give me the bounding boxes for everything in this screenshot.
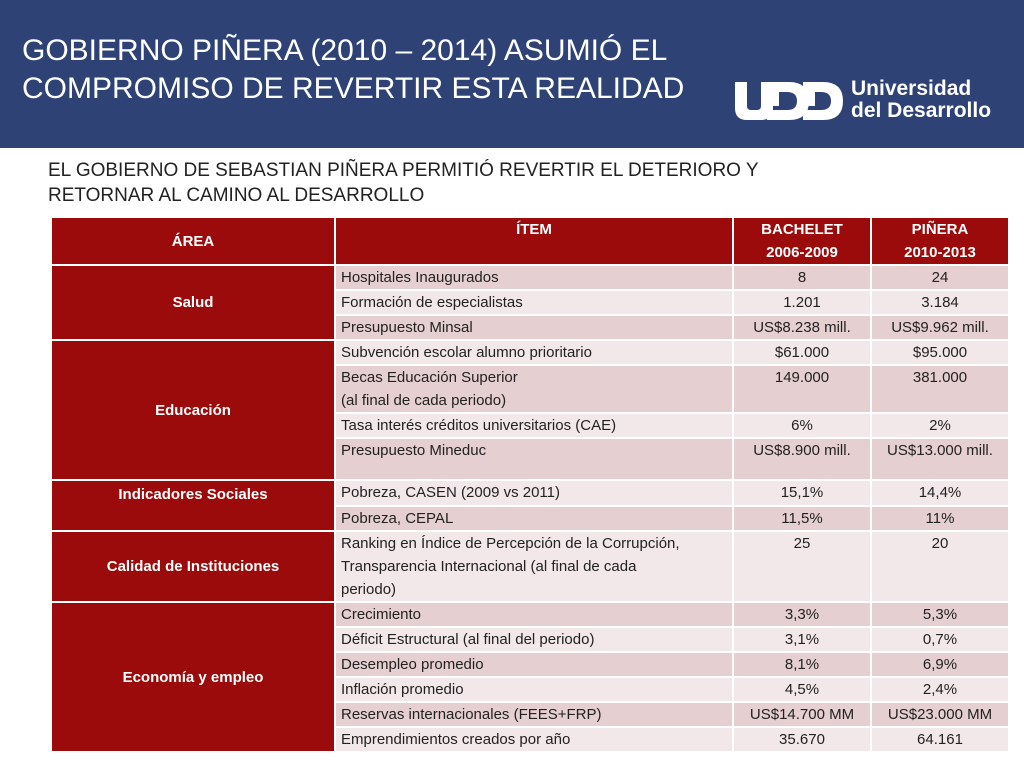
item-cell: Inflación promedio: [335, 677, 733, 702]
header-item: ÍTEM: [335, 217, 733, 265]
item-cell: Reservas internacionales (FEES+FRP): [335, 702, 733, 727]
bachelet-value: 8,1%: [733, 652, 871, 677]
pinera-value: 14,4%: [871, 480, 1009, 506]
header-area: ÁREA: [51, 217, 335, 265]
bachelet-value: 3,1%: [733, 627, 871, 652]
title-line-1: GOBIERNO PIÑERA (2010 – 2014) ASUMIÓ EL: [22, 34, 668, 67]
udd-logo-mark-icon: [733, 78, 845, 122]
bachelet-value: $61.000: [733, 340, 871, 365]
slide-subtitle: [48, 158, 948, 208]
title-line-2: COMPROMISO DE REVERTIR ESTA REALIDAD: [22, 72, 685, 105]
item-line-3: periodo): [341, 581, 397, 598]
table-row: [51, 265, 1009, 290]
item-cell: Pobreza, CEPAL: [335, 506, 733, 531]
pinera-value: 381.000: [871, 365, 1009, 413]
bachelet-value: 15,1%: [733, 480, 871, 506]
area-educacion: Educación: [51, 340, 335, 480]
item-cell: Presupuesto Minsal: [335, 315, 733, 340]
subtitle-line-2: RETORNAR AL CAMINO AL DESARROLLO: [48, 185, 425, 206]
item-line-1: Ranking en Índice de Percepción de la Corrupción,: [341, 535, 680, 552]
area-calidad-instituciones: Calidad de Instituciones: [51, 531, 335, 602]
comparison-table: [50, 216, 1010, 753]
bachelet-value: 1.201: [733, 290, 871, 315]
bachelet-value: 25: [733, 531, 871, 602]
bachelet-value: 8: [733, 265, 871, 290]
bachelet-value: US$8.238 mill.: [733, 315, 871, 340]
item-cell: Pobreza, CASEN (2009 vs 2011): [335, 480, 733, 506]
bachelet-value: 11,5%: [733, 506, 871, 531]
bachelet-value: US$8.900 mill.: [733, 438, 871, 480]
subtitle-line-1: EL GOBIERNO DE SEBASTIAN PIÑERA PERMITIÓ REVERTIR EL DETERIORO Y: [48, 160, 759, 181]
header-pinera: [871, 217, 1009, 265]
pinera-value: 5,3%: [871, 602, 1009, 627]
header-pinera-period: 2010-2013: [904, 244, 976, 261]
pinera-value: US$9.962 mill.: [871, 315, 1009, 340]
header-bachelet: [733, 217, 871, 265]
header-bachelet-period: 2006-2009: [766, 244, 838, 261]
pinera-value: US$23.000 MM: [871, 702, 1009, 727]
item-line-2: (al final de cada periodo): [341, 392, 507, 409]
udd-logo: [733, 78, 1008, 122]
pinera-value: 6,9%: [871, 652, 1009, 677]
pinera-value: 24: [871, 265, 1009, 290]
header-bachelet-name: BACHELET: [761, 221, 843, 238]
table-row: [51, 602, 1009, 627]
pinera-value: 2,4%: [871, 677, 1009, 702]
area-economia-empleo: Economía y empleo: [51, 602, 335, 752]
bachelet-value: 149.000: [733, 365, 871, 413]
pinera-value: US$13.000 mill.: [871, 438, 1009, 480]
table-header-row: [51, 217, 1009, 265]
bachelet-value: 3,3%: [733, 602, 871, 627]
pinera-value: $95.000: [871, 340, 1009, 365]
item-cell: Crecimiento: [335, 602, 733, 627]
slide-title: [22, 32, 802, 108]
area-salud: Salud: [51, 265, 335, 340]
pinera-value: 64.161: [871, 727, 1009, 752]
pinera-value: 2%: [871, 413, 1009, 438]
item-line-2: Transparencia Internacional (al final de cada: [341, 558, 637, 575]
bachelet-value: 4,5%: [733, 677, 871, 702]
item-cell: [335, 531, 733, 602]
header-pinera-name: PIÑERA: [911, 221, 969, 238]
slide-header: [0, 0, 1024, 148]
item-cell: Subvención escolar alumno prioritario: [335, 340, 733, 365]
bachelet-value: 6%: [733, 413, 871, 438]
item-cell: Tasa interés créditos universitarios (CAE): [335, 413, 733, 438]
table-row: [51, 340, 1009, 365]
bachelet-value: 35.670: [733, 727, 871, 752]
item-cell: Formación de especialistas: [335, 290, 733, 315]
pinera-value: 3.184: [871, 290, 1009, 315]
item-cell: Desempleo promedio: [335, 652, 733, 677]
item-cell: [335, 365, 733, 413]
table-row: [51, 531, 1009, 602]
item-line-1: Becas Educación Superior: [341, 369, 518, 386]
table-row: [51, 480, 1009, 506]
item-cell: Presupuesto Mineduc: [335, 438, 733, 480]
logo-line-1: Universidad: [851, 77, 972, 100]
item-cell: Déficit Estructural (al final del periodo): [335, 627, 733, 652]
bachelet-value: US$14.700 MM: [733, 702, 871, 727]
item-cell: Emprendimientos creados por año: [335, 727, 733, 752]
pinera-value: 20: [871, 531, 1009, 602]
udd-logo-text: [851, 78, 991, 122]
pinera-value: 0,7%: [871, 627, 1009, 652]
pinera-value: 11%: [871, 506, 1009, 531]
area-indicadores-sociales: Indicadores Sociales: [51, 480, 335, 531]
item-cell: Hospitales Inaugurados: [335, 265, 733, 290]
logo-line-2: del Desarrollo: [851, 99, 992, 122]
